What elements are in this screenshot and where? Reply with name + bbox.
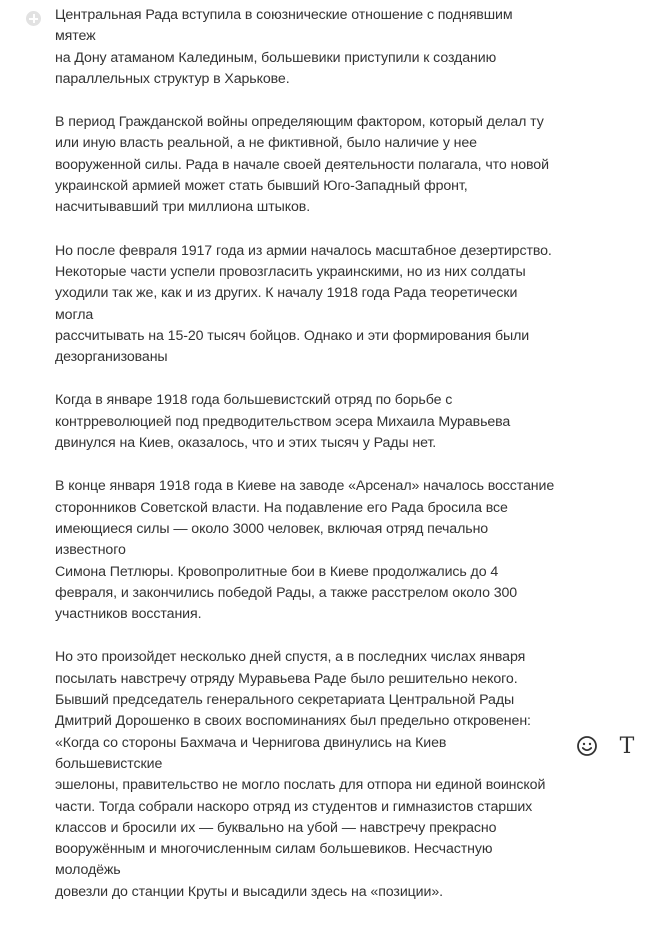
floating-toolbar — [570, 723, 650, 771]
paragraph-5[interactable]: В конце января 1918 года в Киеве на заводе «Арсенал» началось восстание сторонников Советской власти. На подавление его Рада бросила все имеющиеся силы — около 3000 человек, включая отряд печально известного Симона Петлюры. Кровопролитные бои в Киеве продолжались до 4 февраля, и закончились победой Рады, а также расстрелом около 300 участников восстания. — [55, 478, 555, 623]
paragraph-3[interactable]: Но после февраля 1917 года из армии началось масштабное дезертирство. Некоторые части успели провозгласить украинскими, но из них солдаты уходили так же, как и из других. К началу 1918 года Рада теоретически могла рассчитывать на 15-20 тысяч бойцов. Однако и эти формирования были дезорганизованы — [55, 242, 552, 366]
text-format-button[interactable] — [610, 729, 644, 763]
editor-content[interactable] — [55, 5, 555, 925]
paragraph-6[interactable]: Но это произойдет несколько дней спустя, а в последних числах января посылать навстречу отряду Муравьева Раде было решительно некого. Бывший председатель генерального секретариата Центральной Рады Дмитрий Дорошенко в своих воспоминаниях был предельно откровенен: «Когда со стороны Бахмача и Чернигова двинулись на Киев большевистские эшелоны, правительство не могло послать для отпора ни единой воинской части. Тогда собрали наскоро отряд из студентов и гимназистов старших классов и бросили их — буквально на убой — навстречу прекрасно вооружённым и многочисленным силам большевиков. Несчастную молодёжь довезли до станции Круты и высадили здесь на «позиции». — [55, 649, 546, 900]
smiley-icon — [576, 735, 598, 757]
paragraph-4[interactable]: Когда в январе 1918 года большевистский отряд по борьбе с контрреволюцией под предводительством эсера Михаила Муравьева двинулся на Киев, оказалось, что и этих тысяч у Рады нет. — [55, 392, 511, 452]
add-block-icon[interactable] — [26, 11, 41, 26]
emoji-button[interactable] — [570, 729, 604, 763]
paragraph-1[interactable]: Центральная Рада вступила в союзнические отношение с поднявшим мятеж на Дону атаманом Калединым, большевики приступили к созданию параллельных структур в Харькове. — [55, 7, 513, 87]
text-format-icon: T — [619, 733, 635, 759]
paragraph-2[interactable]: В период Гражданской войны определяющим фактором, который делал ту или иную власть реальной, а не фиктивной, было наличие у нее вооруженной силы. Рада в начале своей деятельности полагала, что новой украинской армией может стать бывший Юго-Западный фронт, насчитывавший три миллиона штыков. — [55, 114, 549, 216]
